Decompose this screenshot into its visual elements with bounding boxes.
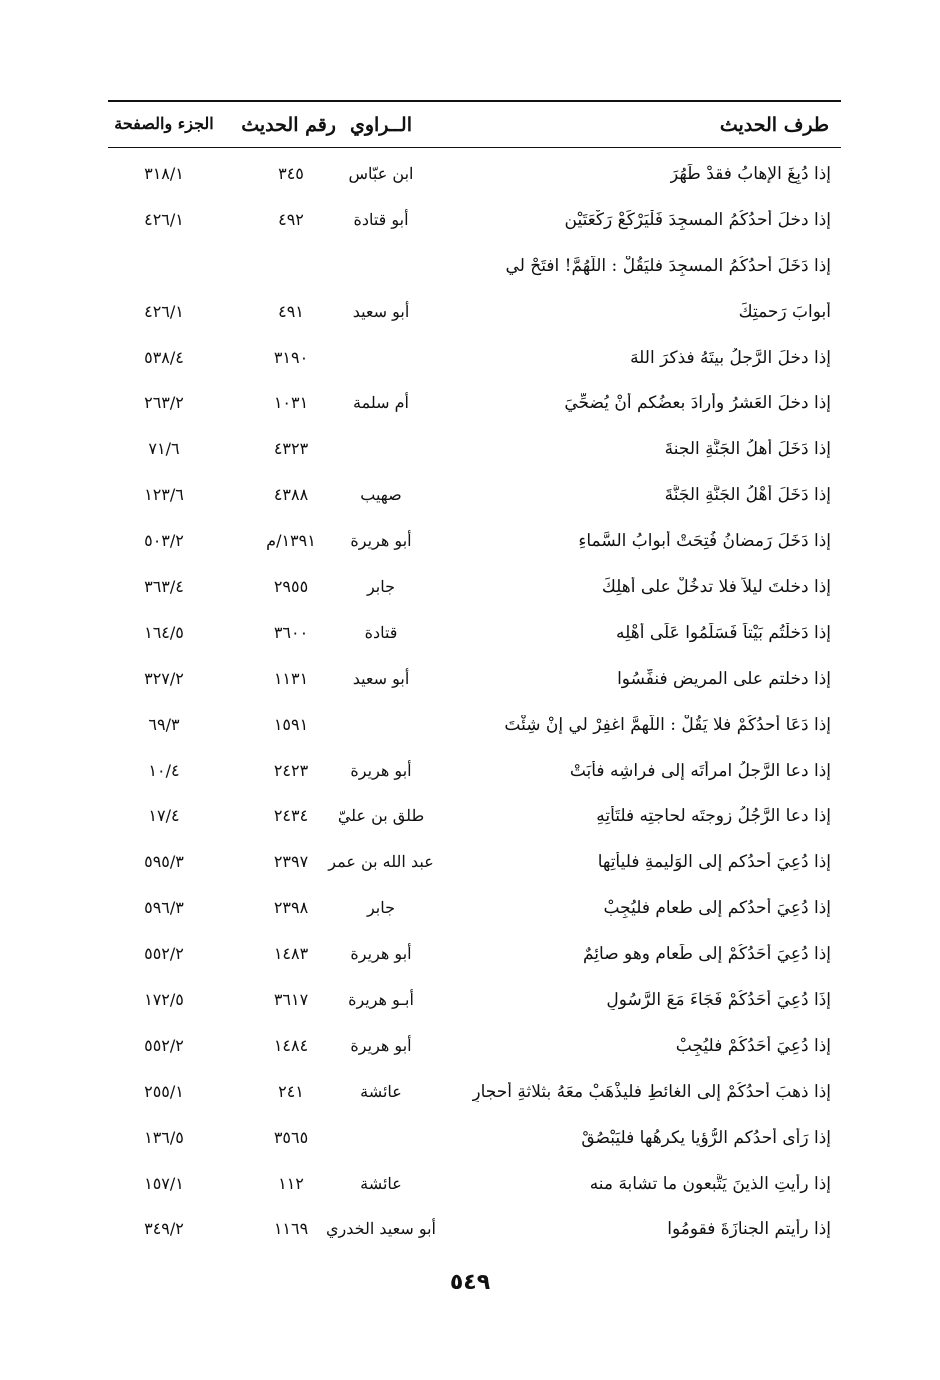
hadith-number: ١١٣١: [273, 668, 309, 688]
hadith-part-page: ٤٢٦/١: [144, 209, 184, 229]
hadith-part-page: ٣٤٩/٢: [144, 1219, 184, 1239]
hadith-part-page: ٥٣٨/٤: [144, 347, 184, 367]
hadith-tarf: إذا دُعِيَ أحدُكم إلى الوَليمةِ فليأتِها: [597, 852, 831, 873]
hadith-part-page: ٥٥٢/٢: [144, 944, 184, 964]
hadith-number: ١١٦٩: [273, 1219, 309, 1239]
hadith-number: ١٤٨٣: [273, 944, 309, 964]
hadith-rawi: عائشة: [360, 1081, 402, 1101]
header-rule: [108, 147, 841, 148]
hadith-tarf: إذا ذهبَ أحدُكُمْ إلى الغائطِ فليذْهَبْ معَهُ بثلاثةِ أحجارٍ: [472, 1081, 831, 1102]
header-part-page: الجزء والصفحة: [114, 114, 214, 133]
table-row: [108, 611, 841, 657]
page-number: ٥٤٩: [449, 1270, 491, 1295]
hadith-part-page: ٥٩٦/٣: [144, 898, 184, 918]
hadith-rawi: صهيب: [360, 485, 402, 505]
hadith-tarf: إِذَا دُعِيَ أَحَدُكُمْ فَجَاءَ مَعَ الرَّسُولِ: [606, 990, 831, 1011]
hadith-rawi: طلق بن عليّ: [337, 806, 425, 826]
table-row: [108, 886, 841, 932]
hadith-part-page: ١٧/٤: [148, 806, 180, 826]
hadith-tarf: إذا دخلَ العَشرُ وأرادَ بعضُكم أنْ يُضحِّيَ: [564, 393, 831, 414]
table-row: [108, 244, 841, 290]
hadith-number: ٣٤٥: [278, 164, 304, 183]
hadith-rawi: أبو هريرة: [350, 1035, 412, 1055]
hadith-number: ٢٤٢٣: [273, 760, 309, 780]
table-row: [108, 840, 841, 886]
hadith-tarf: إذا دخلتَ ليلاً فلا تدخُلْ على أهلِكَ: [601, 577, 831, 598]
hadith-number: ١١٢: [278, 1173, 304, 1193]
table-header: [108, 108, 841, 144]
hadith-rawi: أم سلمة: [353, 393, 409, 413]
hadith-part-page: ٢٦٣/٢: [144, 393, 184, 413]
hadith-tarf: أبوابَ رَحمتِكَ: [738, 301, 831, 322]
hadith-tarf: إذا دَخَلَ رَمضانُ فُتِحَتْ أَبوابُ السَّماءِ: [578, 531, 831, 552]
hadith-tarf: إذا دَخَلَ أحدُكُمُ المسجِدَ فليَقُلْ : اللَّهُمَّ! افتَحْ لي: [505, 255, 831, 276]
hadith-rawi: جابر: [366, 577, 396, 597]
hadith-part-page: ٣١٨/١: [144, 164, 184, 183]
hadith-number: ٢٣٩٧: [273, 852, 309, 872]
hadith-number: ١٥٩١: [273, 714, 309, 734]
table-row: [108, 1070, 841, 1116]
hadith-table: [108, 152, 841, 1253]
hadith-part-page: ٤٢٦/١: [144, 301, 184, 321]
hadith-number: ٢٤١: [278, 1081, 304, 1101]
table-row: [108, 198, 841, 244]
hadith-part-page: ١٠/٤: [148, 760, 180, 780]
hadith-rawi: عبد الله بن عمر: [328, 852, 434, 872]
hadith-part-page: ١٧٢/٥: [144, 990, 184, 1010]
table-row: [108, 932, 841, 978]
table-row: [108, 703, 841, 749]
hadith-rawi: أبو سعيد الخدري: [326, 1219, 436, 1239]
hadith-number: ٢٩٥٥: [273, 577, 309, 597]
hadith-part-page: ٧١/٦: [148, 439, 180, 459]
table-row: [108, 1116, 841, 1162]
hadith-rawi: أبو سعيد: [352, 301, 410, 321]
table-row: [108, 565, 841, 611]
hadith-tarf: إذا دعا الرَّجُلُ زوجتَه لحاجتِه فلتَأْتِهِ: [596, 806, 831, 827]
header-number: رقم الحديث: [241, 114, 336, 136]
hadith-tarf: إذا دُبِغَ الإهابُ فقدْ طَهُرَ: [670, 164, 831, 184]
hadith-part-page: ٢٥٥/١: [144, 1081, 184, 1101]
hadith-part-page: ٥٩٥/٣: [144, 852, 184, 872]
hadith-number: ٤٣٨٨: [273, 485, 309, 505]
table-row: [108, 749, 841, 795]
hadith-part-page: ٦٩/٣: [148, 714, 180, 734]
hadith-part-page: ١٣٦/٥: [144, 1127, 184, 1147]
hadith-tarf: إذا رَأَى أحدُكم الرُّؤيا يكرهُها فليَبْصُقْ: [581, 1127, 831, 1148]
hadith-tarf: إذا دَخَلَ أَهْلُ الجَنَّةِ الجَنَّةَ: [664, 485, 831, 506]
hadith-number: ٣٦٠٠: [273, 622, 309, 642]
table-row: [108, 519, 841, 565]
hadith-number: ٤٩٢: [278, 209, 304, 229]
hadith-tarf: إذا دخلتم على المريضِ فنفِّسُوا: [617, 668, 831, 689]
hadith-rawi: ابن عبّاس: [348, 164, 414, 183]
hadith-tarf: إذا دُعِيَ أَحَدُكُمْ إلى طَعامٍ وهو صائِمٌ: [582, 944, 831, 965]
hadith-part-page: ١٦٤/٥: [144, 622, 184, 642]
table-row: [108, 427, 841, 473]
hadith-part-page: ٥٠٣/٢: [144, 531, 184, 551]
table-row: [108, 381, 841, 427]
hadith-part-page: ٣٦٣/٤: [144, 577, 184, 597]
hadith-number: ٤٣٢٣: [273, 439, 309, 459]
hadith-part-page: ١٢٣/٦: [144, 485, 184, 505]
hadith-part-page: ٣٢٧/٢: [144, 668, 184, 688]
hadith-rawi: أبو هريرة: [350, 760, 412, 780]
hadith-tarf: إذا رأيتم الجنازَةَ فقومُوا: [667, 1219, 831, 1240]
hadith-tarf: إذا دعا الرَّجلُ امرأتَه إلى فراشِه فأبَتْ: [569, 760, 831, 781]
table-row: [108, 336, 841, 382]
hadith-tarf: إذا دَخَلَ أهلُ الجَنَّةِ الجنةَ: [664, 439, 831, 460]
hadith-number: ٤٩١: [278, 301, 304, 321]
hadith-rawi: جابر: [366, 898, 396, 918]
hadith-tarf: إذا دخلَ أحدُكُمُ المسجِدَ فَلْيَرْكَعْ رَكْعَتَيْنِ: [564, 209, 831, 230]
top-rule: [108, 100, 841, 102]
table-row: [108, 794, 841, 840]
hadith-tarf: إذا دَخلْتُم بَيْتاً فَسَلِّمُوا عَلَى أَهْلِه: [616, 622, 831, 643]
table-row: [108, 657, 841, 703]
hadith-rawi: قتادة: [364, 622, 398, 642]
hadith-rawi: أبو قتادة: [353, 209, 409, 229]
hadith-number: ٣١٩٠: [273, 347, 309, 367]
header-rawi: الــراوي: [349, 114, 412, 136]
header-tarf: طرف الحديث: [719, 114, 829, 136]
table-row: [108, 1024, 841, 1070]
hadith-number: ٣٦١٧: [273, 990, 309, 1010]
hadith-number: ١٣٩١/م: [266, 531, 316, 551]
hadith-number: ٢٤٣٤: [273, 806, 309, 826]
table-row: [108, 1162, 841, 1208]
hadith-number: ١٤٨٤: [273, 1035, 309, 1055]
hadith-number: ٢٣٩٨: [273, 898, 309, 918]
hadith-tarf: إذا رأيتِ الذينَ يَتَّبعون ما تشابهَ منه: [589, 1173, 831, 1194]
table-row: [108, 290, 841, 336]
hadith-tarf: إذا دُعِيَ أَحَدُكُمْ فليُجِبْ: [675, 1035, 831, 1056]
table-row: [108, 1207, 841, 1253]
hadith-tarf: إذا دُعِيَ أحدُكم إلى طعامٍ فليُجِبْ: [603, 898, 831, 919]
table-row: [108, 978, 841, 1024]
hadith-part-page: ٥٥٢/٢: [144, 1035, 184, 1055]
table-row: [108, 473, 841, 519]
hadith-rawi: أبو سعيد: [352, 668, 410, 688]
table-row: [108, 152, 841, 198]
hadith-rawi: عائشة: [360, 1173, 402, 1193]
hadith-part-page: ١٥٧/١: [144, 1173, 184, 1193]
hadith-number: ١٠٣١: [273, 393, 309, 413]
hadith-rawi: أبـو هريرة: [348, 990, 414, 1010]
hadith-number: ٣٥٦٥: [273, 1127, 309, 1147]
hadith-rawi: أبو هريرة: [350, 944, 412, 964]
hadith-tarf: إذا دَعَا أحدُكُمْ فلا يَقُلْ : اللَّهمَّ اغفِرْ لي إنْ شِئْتَ: [504, 714, 831, 735]
hadith-tarf: إذا دخلَ الرَّجلُ بيتَهُ فذكرَ اللهَ: [630, 347, 831, 368]
hadith-rawi: أبو هريرة: [350, 531, 412, 551]
